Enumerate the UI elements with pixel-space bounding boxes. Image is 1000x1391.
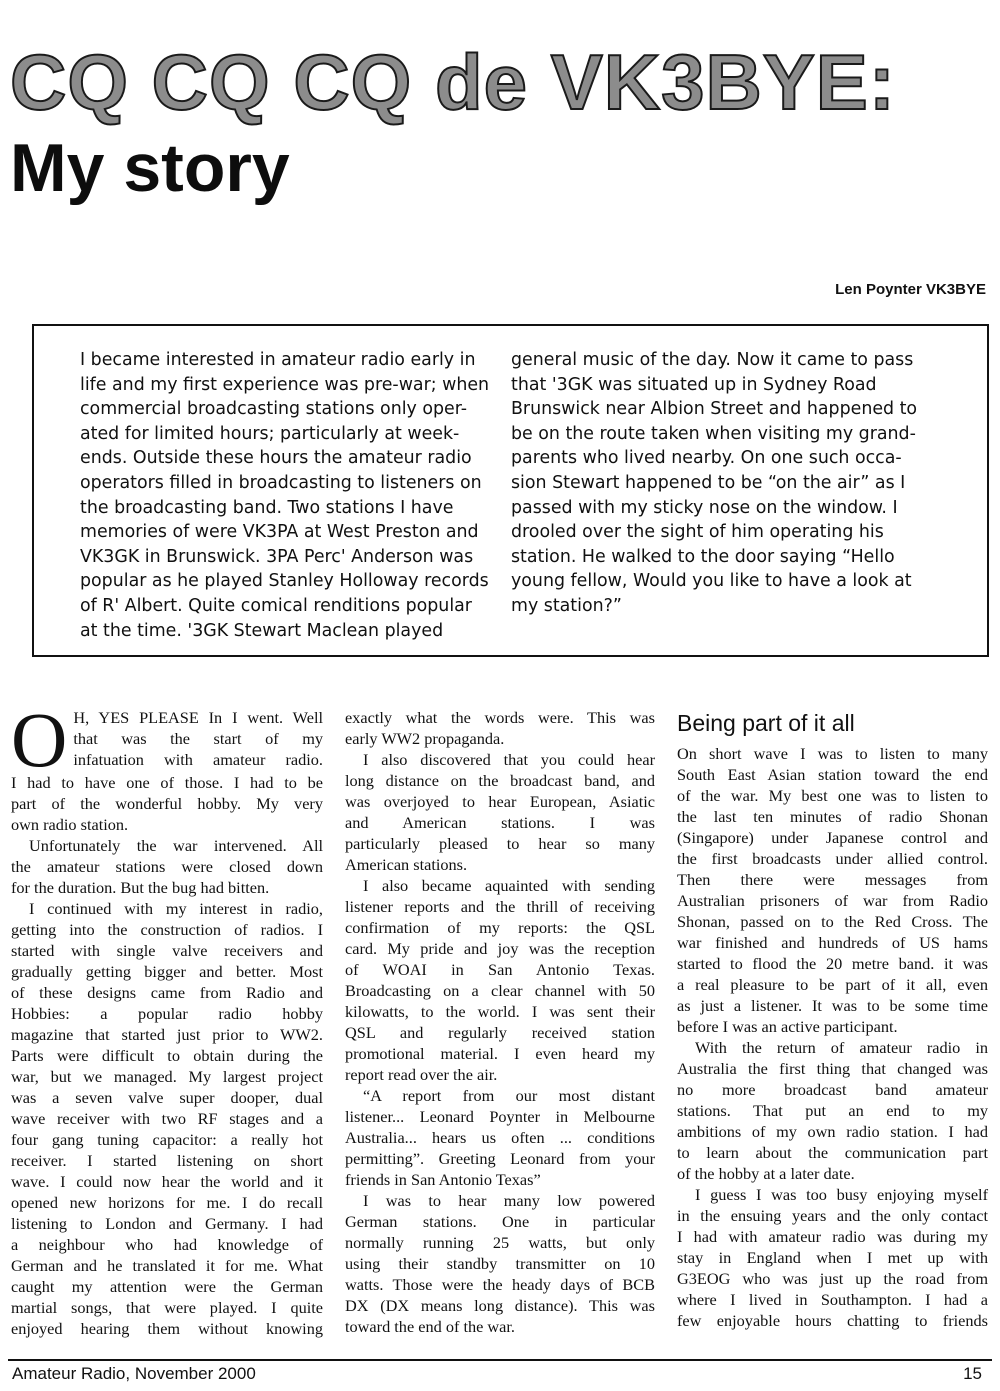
intro-line: Brunswick near Albion Street and happened to <box>511 399 918 420</box>
body-line: QSL and regularly received station <box>345 1023 655 1042</box>
intro-line: operators filled in broadcasting to listeners on <box>80 472 482 493</box>
body-line: own radio station. <box>11 815 129 834</box>
body-line: wave. I could now hear the world and it <box>11 1172 323 1191</box>
intro-line: that '3GK was situated up in Sydney Road <box>511 374 877 395</box>
intro-column-1 <box>80 348 500 643</box>
body-line: and American stations. I was <box>345 813 655 832</box>
body-line: South East Asian station toward the end <box>677 765 988 784</box>
body-line: friends in San Antonio Texas” <box>345 1170 541 1189</box>
intro-line: commercial broadcasting stations only oper- <box>80 399 468 420</box>
body-line: the first broadcasts under allied control. <box>677 849 988 868</box>
body-line: I continued with my interest in radio, <box>29 899 323 918</box>
body-line: using their standby transmitter on 10 <box>345 1254 655 1273</box>
body-line: for the duration. But the bug had bitten. <box>11 878 270 897</box>
intro-line: be on the route taken when visiting my grand- <box>511 423 916 444</box>
body-line: I had with amateur radio was during my <box>677 1227 988 1246</box>
body-line: American stations. <box>345 855 468 874</box>
body-line: magazine that started just prior to WW2. <box>11 1025 323 1044</box>
body-line: listener... Leonard Poynter in Melbourne <box>345 1107 655 1126</box>
body-line: in the ensuing years and the only contact <box>677 1206 988 1225</box>
intro-line: drooled over the sight of him operating his <box>511 522 884 543</box>
body-line: kilowatts, to the world. I was sent their <box>345 1002 655 1021</box>
intro-line: young fellow, Would you like to have a look at <box>511 571 912 592</box>
body-line: Unfortunately the war intervened. All <box>29 836 323 855</box>
body-line: stay in England when I met up with <box>677 1248 988 1267</box>
intro-line: at the time. '3GK Stewart Maclean played <box>80 620 444 641</box>
intro-line: ated for limited hours; particularly at week- <box>80 423 460 444</box>
body-line: listening to London and Germany. I had <box>11 1214 323 1233</box>
body-line: receiver. I started listening on short <box>11 1151 323 1170</box>
body-line: to learn about the communication part <box>677 1143 988 1162</box>
body-line: where I lived in Southampton. I had a <box>677 1290 988 1309</box>
intro-line: of R' Albert. Quite comical renditions popular <box>80 595 472 616</box>
body-line: (Singapore) under Japanese control and <box>677 828 988 847</box>
body-line: of the hobby at a later date. <box>677 1164 855 1183</box>
body-line: Australian prisoners of war from Radio <box>677 891 988 910</box>
body-line: Hobbies: a popular radio hobby <box>11 1004 323 1023</box>
body-line: the amateur stations were closed down <box>11 857 323 876</box>
body-line: report read over the air. <box>345 1065 498 1084</box>
body-line: listener reports and the thrill of receiving <box>345 897 655 916</box>
body-line: I guess I was too busy enjoying myself <box>695 1185 988 1204</box>
intro-line: sion Stewart happened to be “on the air” as I <box>511 472 906 493</box>
intro-column-2 <box>511 348 931 619</box>
body-line: German stations. One in particular <box>345 1212 655 1231</box>
body-line: that was the start of my <box>73 729 323 748</box>
body-line: getting into the construction of radios. I <box>11 920 323 939</box>
intro-line: passed with my sticky nose on the window. I <box>511 497 898 518</box>
body-line: I was to hear many low powered <box>363 1191 655 1210</box>
body-line: enjoyed hearing them without knowing <box>11 1319 323 1338</box>
body-line: long distance on the broadcast band, and <box>345 771 655 790</box>
body-line: Then there were messages from <box>677 870 988 889</box>
body-line: Australia the first thing that changed was <box>677 1059 988 1078</box>
body-column-2 <box>345 707 655 1337</box>
article-title-line2: My story <box>10 130 290 206</box>
body-line: of WOAI in San Antonio Texas. <box>345 960 655 979</box>
body-line: war, but we managed. My largest project <box>11 1067 323 1086</box>
body-column-1 <box>11 696 323 1339</box>
body-line: DX (DX means long distance). This was <box>345 1296 655 1315</box>
footer-divider <box>8 1359 992 1361</box>
body-line: exactly what the words were. This was <box>345 708 655 727</box>
page-number: 15 <box>963 1364 982 1383</box>
body-line: I also became aquainted with sending <box>363 876 655 895</box>
body-line: opened new horizons for me. I do recall <box>11 1193 323 1212</box>
body-line: I had to have one of those. I had to be <box>11 773 323 792</box>
body-line: as just a listener. It was to be some time <box>677 996 988 1015</box>
intro-line: station. He walked to the door saying “Hello <box>511 546 895 567</box>
body-line: ambitions of my own radio station. I had <box>677 1122 988 1141</box>
section-heading: Being part of it all <box>677 710 855 736</box>
body-line: On short wave I was to listen to many <box>677 744 988 763</box>
intro-line: memories of were VK3PA at West Preston and <box>80 522 479 543</box>
body-column-3 <box>677 707 988 1331</box>
body-line: Australia... hears us often ... conditions <box>345 1128 655 1147</box>
body-line: watts. Those were the heady days of BCB <box>345 1275 655 1294</box>
body-line: stations. That put an end to my <box>677 1101 988 1120</box>
body-line: part of the wonderful hobby. My very <box>11 794 323 813</box>
body-line: toward the end of the war. <box>345 1317 515 1336</box>
body-line: permitting”. Greeting Leonard from your <box>345 1149 655 1168</box>
body-line: promotional material. I even heard my <box>345 1044 655 1063</box>
body-line: few enjoyable hours chatting to friends <box>677 1311 988 1330</box>
body-line: H, YES PLEASE In I went. Well <box>73 708 323 727</box>
body-line: was overjoyed to hear European, Asiatic <box>345 792 655 811</box>
body-line: martial songs, that were played. I quite <box>11 1298 323 1317</box>
footer-publication: Amateur Radio, November 2000 <box>12 1364 256 1383</box>
body-line: caught my attention were the German <box>11 1277 323 1296</box>
intro-box <box>32 324 989 657</box>
body-line: confirmation of my reports: the QSL <box>345 918 655 937</box>
body-line: a neighbour who had knowledge of <box>11 1235 323 1254</box>
body-line: Parts were difficult to obtain during the <box>11 1046 323 1065</box>
intro-line: my station?” <box>511 595 622 616</box>
article-title-line1: CQ CQ CQ de VK3BYE: <box>10 38 896 126</box>
body-line: a real pleasure to be part of it all, even <box>677 975 988 994</box>
intro-line: life and my first experience was pre-war; when <box>80 374 490 395</box>
body-line: started with single valve receivers and <box>11 941 323 960</box>
intro-line: VK3GK in Brunswick. 3PA Perc' Anderson was <box>80 546 474 567</box>
intro-line: I became interested in amateur radio early in <box>80 350 476 370</box>
body-line: card. My pride and joy was the reception <box>345 939 655 958</box>
intro-line: general music of the day. Now it came to pass <box>511 350 914 370</box>
drop-cap: O <box>11 696 68 783</box>
body-line: normally running 25 watts, but only <box>345 1233 655 1252</box>
body-line: war finished and hundreds of US hams <box>677 933 988 952</box>
intro-line: popular as he played Stanley Holloway records <box>80 571 489 592</box>
body-line: of the war. My best one was to listen to <box>677 786 988 805</box>
body-line: particularly pleased to hear so many <box>345 834 655 853</box>
body-line: was a seven valve super dooper, dual <box>11 1088 323 1107</box>
body-line: gradually getting bigger and better. Most <box>11 962 323 981</box>
body-line: before I was an active participant. <box>677 1017 898 1036</box>
body-line: I also discovered that you could hear <box>363 750 655 769</box>
intro-line: the broadcasting band. Two stations I have <box>80 497 454 518</box>
body-line: of these designs came from Radio and <box>11 983 323 1002</box>
intro-line: parents who lived nearby. On one such occa- <box>511 448 902 469</box>
body-line: German and he translated it for me. What <box>11 1256 323 1275</box>
body-line: With the return of amateur radio in <box>695 1038 988 1057</box>
body-line: G3EOG who was just up the road from <box>677 1269 988 1288</box>
body-line: the last ten minutes of radio Shonan <box>677 807 988 826</box>
body-line: wave receiver with two RF stages and a <box>11 1109 323 1128</box>
body-line: “A report from our most distant <box>363 1086 655 1105</box>
body-line: infatuation with amateur radio. <box>73 750 323 769</box>
body-line: Shonan, passed on to the Red Cross. The <box>677 912 988 931</box>
intro-line: ends. Outside these hours the amateur radio <box>80 448 472 469</box>
author-byline: Len Poynter VK3BYE <box>835 281 986 298</box>
body-line: no more broadcast band amateur <box>677 1080 988 1099</box>
body-line: Broadcasting on a clear channel with 50 <box>345 981 655 1000</box>
body-line: started to flood the 20 metre band. it was <box>677 954 988 973</box>
body-line: four gang tuning capacitor: a really hot <box>11 1130 323 1149</box>
body-line: early WW2 propaganda. <box>345 729 505 748</box>
